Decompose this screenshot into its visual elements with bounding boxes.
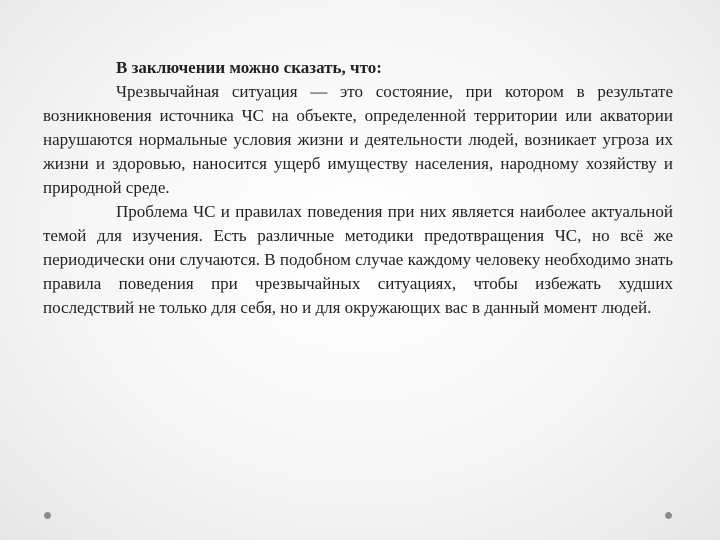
paragraph-definition: Чрезвычайная ситуация — это состояние, при котором в результате возникновения источника ЧС на объекте, определенной территории или акватории нарушаются нормальные условия жизни и деятельности людей, возникает угроза их жизни и здоровью, наносится ущерб имуществу населения, народному хозяйству и природной среде. xyxy=(43,82,673,197)
corner-bullet-right xyxy=(665,512,672,519)
conclusion-heading: В заключении можно сказать, что: xyxy=(116,58,382,77)
slide-body xyxy=(43,56,673,320)
corner-bullet-left xyxy=(44,512,51,519)
paragraph-problem: Проблема ЧС и правилах поведения при них является наиболее актуальной темой для изучения. Есть различные методики предотвращения ЧС, но всё же периодически они случаются. В подобном случае каждому человеку необходимо знать правила поведения при чрезвычайных ситуациях, чтобы избежать худших последствий не только для себя, но и для окружающих вас в данный момент людей. xyxy=(43,202,673,317)
